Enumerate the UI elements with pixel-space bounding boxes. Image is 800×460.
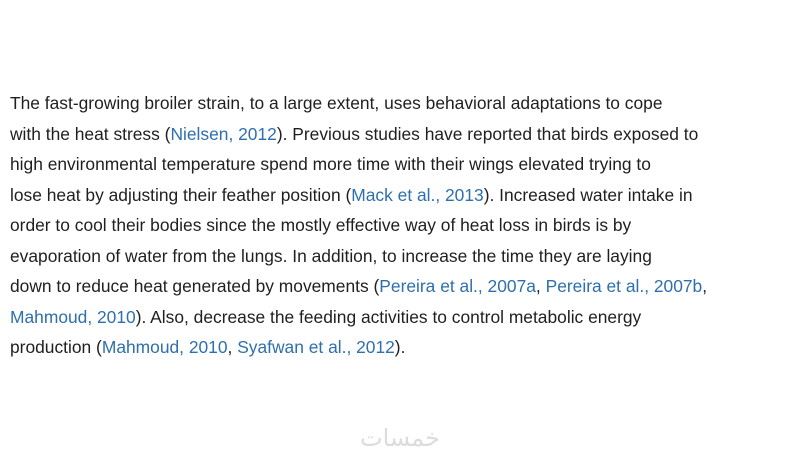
citation-link[interactable]: Pereira et al., 2007a bbox=[379, 276, 536, 296]
text-segment: lose heat by adjusting their feather position ( bbox=[10, 184, 352, 205]
paragraph-line-1 bbox=[10, 88, 795, 119]
citation-link[interactable]: Mack et al., 2013 bbox=[351, 184, 484, 205]
citation-link[interactable]: Mahmoud, 2010 bbox=[101, 337, 228, 357]
text-segment: ). Increased water intake in bbox=[483, 184, 693, 205]
text-segment: , bbox=[227, 337, 238, 357]
text-segment: with the heat stress ( bbox=[10, 123, 171, 144]
citation-link[interactable]: Syafwan et al., 2012 bbox=[237, 337, 395, 357]
text-segment: ). Previous studies have reported that birds exposed to bbox=[276, 123, 699, 144]
paragraph-line-2 bbox=[10, 119, 795, 150]
paragraph-line-9 bbox=[10, 332, 795, 363]
text-segment: production ( bbox=[10, 337, 102, 357]
text-segment: high environmental temperature spend more time with their wings elevated trying to bbox=[10, 154, 651, 174]
text-segment: order to cool their bodies since the mostly effective way of heat loss in birds is by bbox=[10, 215, 632, 235]
paragraph-line-4 bbox=[10, 180, 795, 211]
text-segment: , bbox=[535, 276, 546, 296]
text-segment: evaporation of water from the lungs. In addition, to increase the time they are laying bbox=[10, 245, 652, 266]
text-segment: , bbox=[702, 276, 708, 296]
article-paragraph bbox=[10, 88, 795, 363]
paragraph-line-6 bbox=[10, 241, 795, 272]
paragraph-line-3 bbox=[10, 149, 795, 180]
text-segment: ). bbox=[394, 337, 406, 357]
paragraph-line-8 bbox=[10, 302, 795, 333]
text-segment: ). Also, decrease the feeding activities to control metabolic energy bbox=[135, 306, 642, 327]
text-segment: down to reduce heat generated by movements ( bbox=[10, 276, 380, 296]
watermark-logo: خمسات bbox=[359, 424, 441, 452]
paragraph-line-5 bbox=[10, 210, 795, 241]
citation-link[interactable]: Nielsen, 2012 bbox=[170, 123, 277, 144]
citation-link[interactable]: Pereira et al., 2007b bbox=[545, 276, 703, 296]
paragraph-line-7 bbox=[10, 271, 795, 302]
text-segment: The fast-growing broiler strain, to a large extent, uses behavioral adaptations to cope bbox=[10, 93, 663, 113]
citation-link[interactable]: Mahmoud, 2010 bbox=[10, 306, 136, 327]
